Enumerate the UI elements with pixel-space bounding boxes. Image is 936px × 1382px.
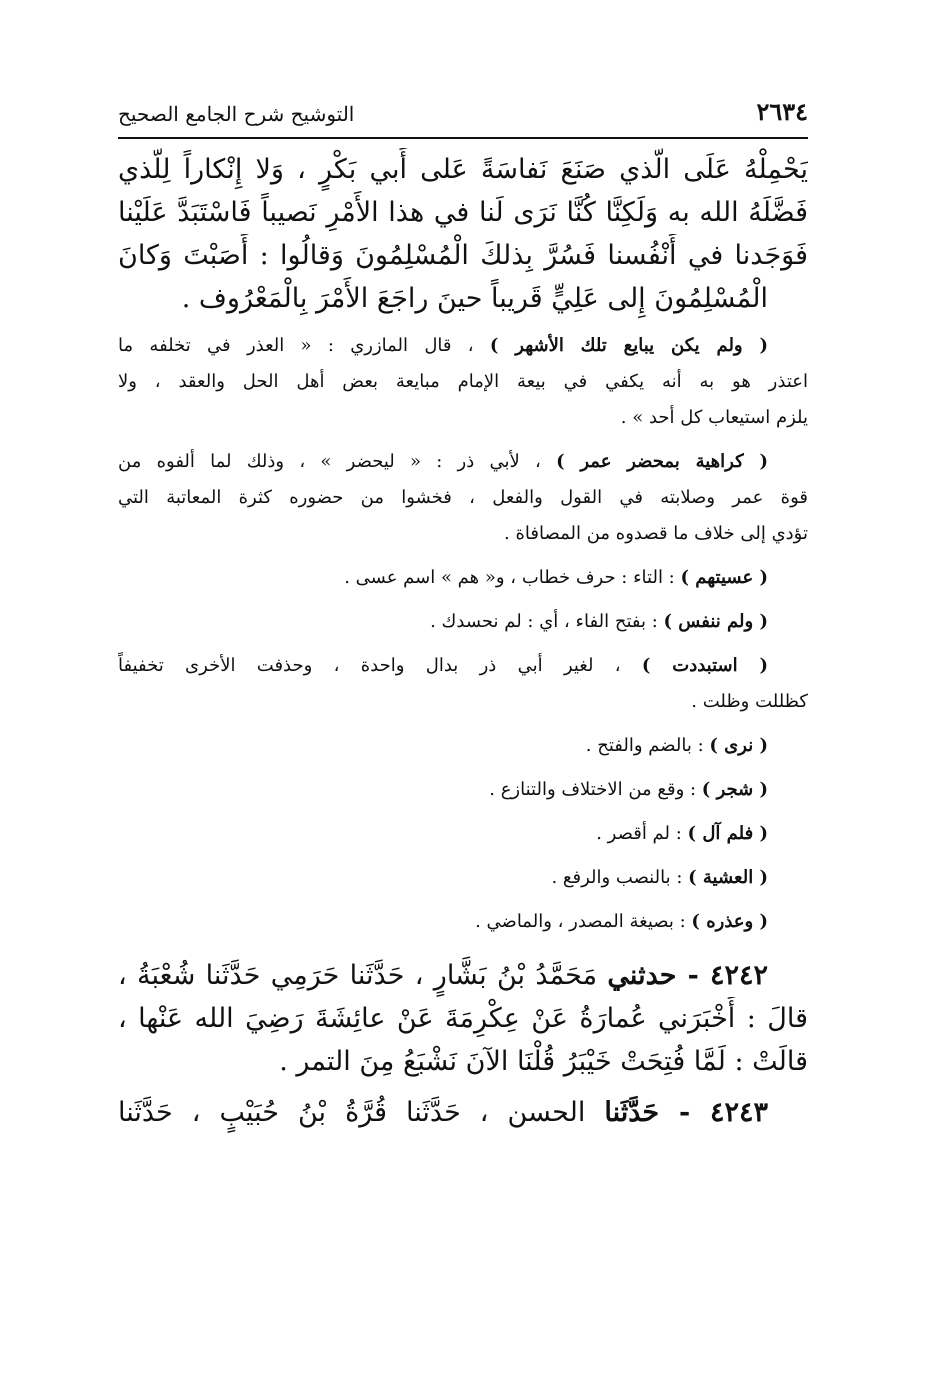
note-term: ( العشية ) <box>688 867 768 888</box>
note-line: اعتذر هو به أنه يكفي في بيعة الإمام مبايعة بعض أهل الحل والعقد ، ولا <box>118 371 808 392</box>
note-term: ( عسيتهم ) <box>680 567 768 588</box>
page-header <box>118 92 808 126</box>
hadith-line: قالَ : أَخْبَرَني عُمارَةُ عَنْ عِكْرِمَةَ عَنْ عائِشَةَ رَضِيَ الله عَنْها ، <box>118 1003 808 1034</box>
book-title: التوشيح شرح الجامع الصحيح <box>118 102 355 126</box>
note-line: ( كراهية بمحضر عمر ) ، لأبي ذر : « ليحضر » ، وذلك لما ألفوه من <box>118 451 768 472</box>
hadith-4243 <box>118 1091 808 1134</box>
note-line: تؤدي إلى خلاف ما قصدوه من المصافاة . <box>504 523 808 544</box>
note-term: ( وعذره ) <box>691 911 768 932</box>
note-block <box>118 648 808 720</box>
note-term: ( استبددت ) <box>641 655 768 676</box>
note-term: ( نرى ) <box>709 735 768 756</box>
note-term: ( ولم ننفس ) <box>663 611 768 632</box>
note-line: ( ولم يكن يبايع تلك الأشهر ) ، قال المازري : « العذر في تخلفه ما <box>118 335 768 356</box>
hadith-4242 <box>118 954 808 1083</box>
note-block <box>118 444 808 552</box>
hadith-line: الْمُسْلِمُونَ إِلى عَلِيٍّ قَريباً حينَ راجَعَ الأَمْرَ بِالْمَعْرُوف . <box>181 283 768 314</box>
note-line: ( ولم ننفس ) : بفتح الفاء ، أي : لم نحسدك . <box>430 611 768 632</box>
hadith-line: ٤٢٤٣ - حَدَّثَنا الحسن ، حَدَّثَنا قُرَّةُ بْنُ حُبَيْبٍ ، حَدَّثَنا <box>118 1097 768 1128</box>
page-number: ٢٦٣٤ <box>756 97 808 126</box>
hadith-line: فَوَجَدنا في أَنْفُسنا فَسُرَّ بِذلكَ الْمُسْلِمُونَ وَقالُوا : أَصَبْتَ وَكانَ <box>118 240 808 271</box>
note-line: ( عسيتهم ) : التاء : حرف خطاب ، و« هم » اسم عسى . <box>344 567 768 588</box>
note-line: ( وعذره ) : بصيغة المصدر ، والماضي . <box>475 911 768 932</box>
hadith-number: ٤٢٤٣ - حَدَّثَنا <box>604 1097 768 1128</box>
hadith-line: فَضَّلَهُ الله به وَلَكِنَّا كُنَّا نَرَى لَنا في هذا الأَمْرِ نَصيباً فَاسْتَبَدَّ عَلَيْنا <box>118 197 808 228</box>
note-line: قوة عمر وصلابته في القول والفعل ، فخشوا من حضوره كثرة المعاتبة التي <box>118 487 808 508</box>
header-rule <box>118 137 808 139</box>
note-line: ( استبددت ) ، لغير أبي ذر بدال واحدة ، وحذفت الأخرى تخفيفاً <box>118 655 768 676</box>
hadith-line: ٤٢٤٢ - حدثني مَحَمَّدُ بْنُ بَشَّارٍ ، حَدَّثَنا حَرَمِي حَدَّثَنا شُعْبَةُ ، <box>118 960 768 991</box>
note-term: ( ولم يكن يبايع تلك الأشهر ) <box>489 335 768 356</box>
page-body <box>118 148 808 1134</box>
hadith-line: يَحْمِلْهُ عَلَى الَّذي صَنَعَ نَفاسَةً عَلى أَبي بَكْرٍ ، وَلا إِنْكاراً لِلَّذي <box>118 154 808 185</box>
hadith-line: قالَتْ : لَمَّا فُتِحَتْ خَيْبَرُ قُلْنَا الآنَ نَشْبَعُ مِنَ التمر . <box>279 1046 808 1077</box>
note-term: ( كراهية بمحضر عمر ) <box>556 451 768 472</box>
note-line: ( شجر ) : وقع من الاختلاف والتنازع . <box>489 779 768 800</box>
note-line: يلزم استيعاب كل أحد » . <box>620 407 808 428</box>
hadith-continuation <box>118 148 808 320</box>
note-line: ( العشية ) : بالنصب والرفع . <box>551 867 768 888</box>
hadith-number: ٤٢٤٢ - حدثني <box>607 960 768 991</box>
note-line: كظللت وظلت . <box>691 691 808 712</box>
note-term: ( شجر ) <box>701 779 768 800</box>
note-term: ( فلم آل ) <box>687 823 768 844</box>
note-line: ( فلم آل ) : لم أقصر . <box>596 823 768 844</box>
note-block <box>118 328 808 436</box>
note-line: ( نرى ) : بالضم والفتح . <box>585 735 768 756</box>
